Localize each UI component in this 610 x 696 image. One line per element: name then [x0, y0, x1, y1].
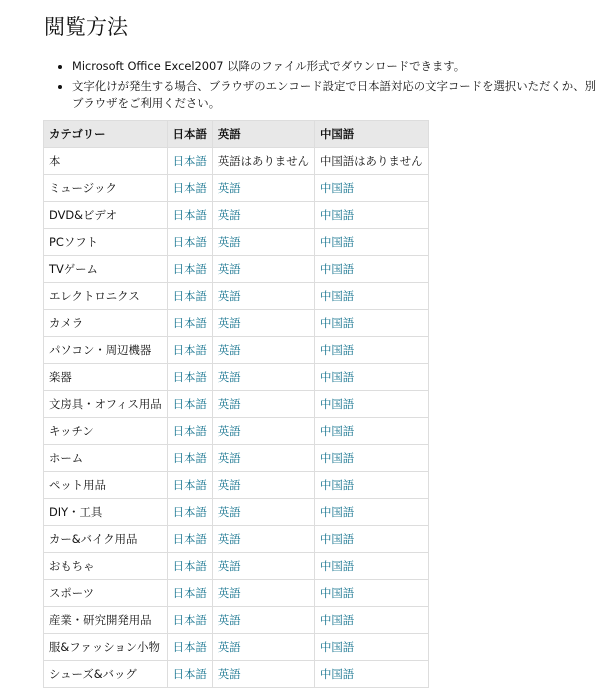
english-download-link[interactable]: 英語: [217, 667, 241, 681]
table-row: [44, 634, 429, 661]
japanese-cell: [167, 526, 212, 553]
page-title: 閲覧方法: [44, 15, 128, 39]
english-cell: [212, 148, 314, 175]
category-cell: ミュージック: [44, 175, 168, 202]
japanese-download-link[interactable]: 日本語: [172, 316, 207, 330]
table-row: [44, 229, 429, 256]
japanese-download-link[interactable]: 日本語: [172, 181, 207, 195]
japanese-cell: [167, 391, 212, 418]
japanese-cell: [167, 499, 212, 526]
category-cell: 楽器: [44, 364, 168, 391]
japanese-download-link[interactable]: 日本語: [172, 505, 207, 519]
category-cell: おもちゃ: [44, 553, 168, 580]
table-row: [44, 526, 429, 553]
chinese-download-link[interactable]: 中国語: [319, 451, 355, 465]
english-download-link[interactable]: 英語: [217, 505, 241, 519]
japanese-cell: [167, 445, 212, 472]
chinese-download-link[interactable]: 中国語: [319, 640, 355, 654]
chinese-download-link[interactable]: 中国語: [319, 505, 355, 519]
japanese-cell: [167, 634, 212, 661]
table-row: [44, 202, 429, 229]
category-cell: シューズ&バッグ: [44, 661, 168, 688]
english-cell: [212, 229, 314, 256]
table-header-row: [44, 121, 429, 148]
english-cell: [212, 391, 314, 418]
english-download-link[interactable]: 英語: [217, 181, 241, 195]
chinese-download-link[interactable]: 中国語: [319, 208, 355, 222]
japanese-cell: [167, 553, 212, 580]
table-row: [44, 256, 429, 283]
note-item: • Microsoft Office Excel2007 以降のファイル形式でダウンロードできます。: [72, 58, 607, 75]
english-download-link[interactable]: 英語: [217, 532, 241, 546]
chinese-cell: [314, 364, 428, 391]
chinese-download-link[interactable]: 中国語: [319, 559, 355, 573]
english-download-link[interactable]: 英語: [217, 559, 241, 573]
english-download-link[interactable]: 英語: [217, 289, 241, 303]
japanese-cell: [167, 364, 212, 391]
japanese-cell: [167, 418, 212, 445]
english-cell: [212, 445, 314, 472]
chinese-download-link[interactable]: 中国語: [319, 532, 355, 546]
category-cell: PCソフト: [44, 229, 168, 256]
table-row: [44, 310, 429, 337]
chinese-cell: [314, 445, 428, 472]
english-download-link[interactable]: 英語: [217, 262, 241, 276]
english-cell: [212, 634, 314, 661]
japanese-download-link[interactable]: 日本語: [172, 424, 207, 438]
chinese-cell: [314, 553, 428, 580]
japanese-download-link[interactable]: 日本語: [172, 667, 207, 681]
english-cell: [212, 364, 314, 391]
chinese-download-link[interactable]: 中国語: [319, 667, 355, 681]
english-download-link[interactable]: 英語: [217, 370, 241, 384]
japanese-download-link[interactable]: 日本語: [172, 586, 207, 600]
table-row: [44, 445, 429, 472]
chinese-download-link[interactable]: 中国語: [319, 343, 355, 357]
table-row: [44, 364, 429, 391]
chinese-cell: [314, 256, 428, 283]
english-cell: [212, 661, 314, 688]
category-cell: カー&バイク用品: [44, 526, 168, 553]
japanese-cell: [167, 337, 212, 364]
header-category: カテゴリー: [44, 121, 168, 148]
english-download-link[interactable]: 英語: [217, 640, 241, 654]
table-row: [44, 580, 429, 607]
category-cell: エレクトロニクス: [44, 283, 168, 310]
download-table: [43, 120, 429, 688]
japanese-download-link[interactable]: 日本語: [172, 235, 207, 249]
japanese-download-link[interactable]: 日本語: [172, 478, 207, 492]
english-unavailable-text: 英語はありません: [217, 154, 309, 168]
category-cell: ペット用品: [44, 472, 168, 499]
chinese-download-link[interactable]: 中国語: [319, 262, 355, 276]
japanese-cell: [167, 229, 212, 256]
japanese-download-link[interactable]: 日本語: [172, 397, 207, 411]
english-download-link[interactable]: 英語: [217, 424, 241, 438]
japanese-cell: [167, 580, 212, 607]
japanese-download-link[interactable]: 日本語: [172, 370, 207, 384]
chinese-cell: [314, 283, 428, 310]
table-row: [44, 175, 429, 202]
english-download-link[interactable]: 英語: [217, 343, 241, 357]
chinese-download-link[interactable]: 中国語: [319, 397, 355, 411]
category-cell: 服&ファッション小物: [44, 634, 168, 661]
chinese-download-link[interactable]: 中国語: [319, 586, 355, 600]
japanese-cell: [167, 310, 212, 337]
header-chinese: 中国語: [314, 121, 428, 148]
japanese-cell: [167, 175, 212, 202]
category-cell: 産業・研究開発用品: [44, 607, 168, 634]
category-cell: DIY・工具: [44, 499, 168, 526]
note-item: • 文字化けが発生する場合、ブラウザのエンコード設定で日本語対応の文字コードを選択いただくか、別ブラウザをご利用ください。: [72, 78, 607, 112]
english-cell: [212, 526, 314, 553]
english-cell: [212, 418, 314, 445]
chinese-download-link[interactable]: 中国語: [319, 424, 355, 438]
chinese-cell: [314, 310, 428, 337]
japanese-download-link[interactable]: 日本語: [172, 208, 207, 222]
english-cell: [212, 256, 314, 283]
chinese-unavailable-text: 中国語はありません: [319, 154, 423, 168]
english-cell: [212, 337, 314, 364]
chinese-download-link[interactable]: 中国語: [319, 235, 355, 249]
chinese-cell: [314, 229, 428, 256]
japanese-cell: [167, 256, 212, 283]
english-cell: [212, 472, 314, 499]
table-row: [44, 661, 429, 688]
category-cell: 文房具・オフィス用品: [44, 391, 168, 418]
english-cell: [212, 283, 314, 310]
english-download-link[interactable]: 英語: [217, 586, 241, 600]
japanese-download-link[interactable]: 日本語: [172, 154, 207, 168]
japanese-download-link[interactable]: 日本語: [172, 640, 207, 654]
chinese-cell: [314, 175, 428, 202]
english-download-link[interactable]: 英語: [217, 451, 241, 465]
category-cell: パソコン・周辺機器: [44, 337, 168, 364]
table-row: [44, 148, 429, 175]
table-body: [44, 148, 429, 688]
japanese-download-link[interactable]: 日本語: [172, 451, 207, 465]
english-cell: [212, 607, 314, 634]
english-cell: [212, 202, 314, 229]
chinese-cell: [314, 391, 428, 418]
chinese-cell: [314, 418, 428, 445]
chinese-cell: [314, 526, 428, 553]
notes-list: [50, 58, 607, 115]
japanese-cell: [167, 607, 212, 634]
category-cell: DVD&ビデオ: [44, 202, 168, 229]
japanese-cell: [167, 202, 212, 229]
japanese-cell: [167, 283, 212, 310]
japanese-download-link[interactable]: 日本語: [172, 289, 207, 303]
chinese-cell: [314, 634, 428, 661]
category-cell: TVゲーム: [44, 256, 168, 283]
english-cell: [212, 580, 314, 607]
category-cell: スポーツ: [44, 580, 168, 607]
table-row: [44, 418, 429, 445]
chinese-cell: [314, 337, 428, 364]
english-download-link[interactable]: 英語: [217, 478, 241, 492]
category-cell: 本: [44, 148, 168, 175]
english-download-link[interactable]: 英語: [217, 316, 241, 330]
japanese-download-link[interactable]: 日本語: [172, 613, 207, 627]
table-row: [44, 283, 429, 310]
header-japanese: 日本語: [167, 121, 212, 148]
chinese-download-link[interactable]: 中国語: [319, 181, 355, 195]
japanese-download-link[interactable]: 日本語: [172, 532, 207, 546]
chinese-download-link[interactable]: 中国語: [319, 316, 355, 330]
chinese-cell: [314, 499, 428, 526]
japanese-download-link[interactable]: 日本語: [172, 343, 207, 357]
header-english: 英語: [212, 121, 314, 148]
table-row: [44, 337, 429, 364]
japanese-download-link[interactable]: 日本語: [172, 559, 207, 573]
category-cell: キッチン: [44, 418, 168, 445]
japanese-cell: [167, 661, 212, 688]
chinese-download-link[interactable]: 中国語: [319, 370, 355, 384]
english-download-link[interactable]: 英語: [217, 613, 241, 627]
japanese-cell: [167, 472, 212, 499]
english-cell: [212, 175, 314, 202]
category-cell: ホーム: [44, 445, 168, 472]
chinese-download-link[interactable]: 中国語: [319, 613, 355, 627]
table-row: [44, 499, 429, 526]
chinese-download-link[interactable]: 中国語: [319, 289, 355, 303]
chinese-cell: [314, 202, 428, 229]
category-cell: カメラ: [44, 310, 168, 337]
table-row: [44, 607, 429, 634]
chinese-cell: [314, 661, 428, 688]
table-row: [44, 472, 429, 499]
english-cell: [212, 553, 314, 580]
chinese-cell: [314, 148, 428, 175]
chinese-cell: [314, 472, 428, 499]
english-download-link[interactable]: 英語: [217, 235, 241, 249]
chinese-cell: [314, 607, 428, 634]
table-row: [44, 553, 429, 580]
japanese-cell: [167, 148, 212, 175]
english-cell: [212, 310, 314, 337]
japanese-download-link[interactable]: 日本語: [172, 262, 207, 276]
chinese-download-link[interactable]: 中国語: [319, 478, 355, 492]
chinese-cell: [314, 580, 428, 607]
english-cell: [212, 499, 314, 526]
english-download-link[interactable]: 英語: [217, 208, 241, 222]
english-download-link[interactable]: 英語: [217, 397, 241, 411]
table-row: [44, 391, 429, 418]
